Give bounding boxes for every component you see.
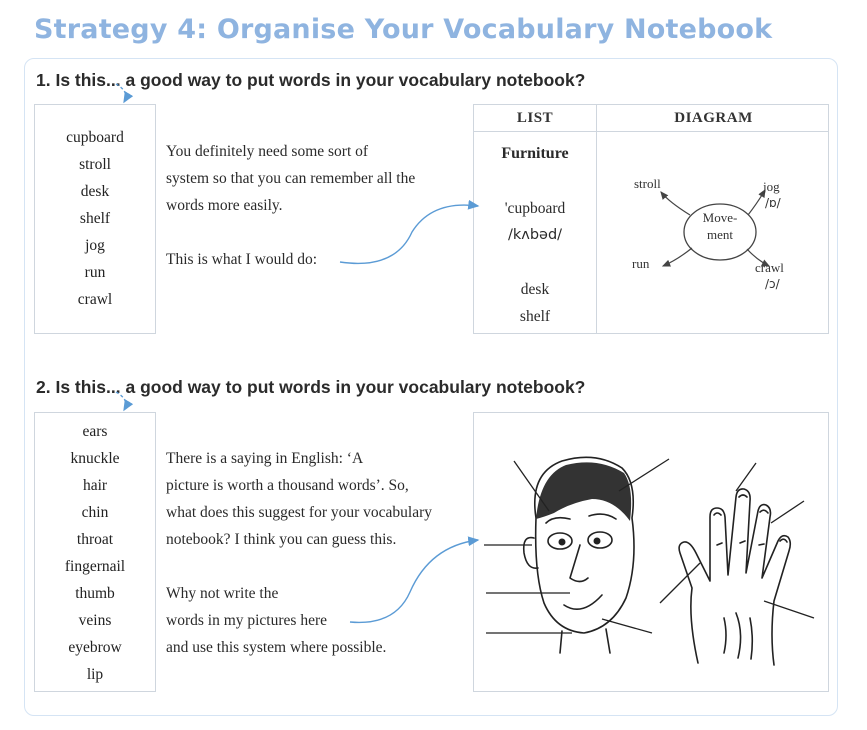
word-item: crawl xyxy=(77,291,113,308)
connector-arrow-1 xyxy=(340,205,478,263)
dotted-curl-arrow-2 xyxy=(116,392,126,410)
word-item: eyebrow xyxy=(68,639,122,656)
list-word-shelf: shelf xyxy=(519,308,551,325)
word-item: lip xyxy=(86,666,104,683)
word-item: jog xyxy=(85,237,105,254)
word-item: cupboard xyxy=(66,129,124,146)
diagram-header: DIAGRAM xyxy=(674,110,753,126)
text-line: words more easily. xyxy=(166,197,283,214)
page-title: Strategy 4: Organise Your Vocabulary Notebook xyxy=(34,14,773,45)
word-item: chin xyxy=(81,504,109,521)
diagram-jog: jog xyxy=(763,179,780,194)
word-item: hair xyxy=(82,477,108,494)
text-line: Why not write the xyxy=(166,585,279,602)
list-header: LIST xyxy=(516,110,554,126)
text-line: There is a saying in English: ‘A xyxy=(166,450,364,467)
list-pronunciation: /kʌbəd/ xyxy=(507,227,563,243)
word-item: desk xyxy=(80,183,110,200)
diagram-crawl: crawl xyxy=(755,260,784,275)
text-line: words in my pictures here xyxy=(166,612,327,629)
word-item: veins xyxy=(78,612,112,629)
question-2: 2. Is this... a good way to put words in your vocabulary notebook? xyxy=(36,377,586,397)
dotted-curl-arrow-1 xyxy=(116,84,126,102)
word-item: shelf xyxy=(79,210,111,227)
text-line: and use this system where possible. xyxy=(166,639,387,656)
list-word: 'cupboard xyxy=(504,200,566,217)
text-line: system so that you can remember all the xyxy=(166,170,416,187)
text-line: picture is worth a thousand words’. So, xyxy=(166,477,409,494)
word-item: ears xyxy=(82,423,108,440)
text-line: notebook? I think you can guess this. xyxy=(166,531,397,548)
explanation-paragraph-2: This is what I would do: xyxy=(166,251,318,268)
diagram-centre-line: ment xyxy=(707,227,733,242)
word-item: run xyxy=(84,264,106,281)
word-item: fingernail xyxy=(64,558,126,575)
word-item: knuckle xyxy=(70,450,120,467)
word-item: throat xyxy=(76,531,114,548)
diagram-stroll: stroll xyxy=(634,176,661,191)
diagram-run: run xyxy=(632,256,650,271)
question-1: 1. Is this... a good way to put words in your vocabulary notebook? xyxy=(36,70,586,90)
diagram-centre-line: Move- xyxy=(702,210,738,225)
connector-arrow-2 xyxy=(350,540,478,622)
text-line: what does this suggest for your vocabulary xyxy=(166,504,433,521)
list-category: Furniture xyxy=(501,145,569,162)
word-item: stroll xyxy=(79,156,111,173)
word-item: thumb xyxy=(75,585,115,602)
diagram-crawl-pron: /ɔ/ xyxy=(765,277,780,291)
list-word-desk: desk xyxy=(520,281,550,298)
text-line: You definitely need some sort of xyxy=(166,143,369,160)
diagram-jog-pron: /ɒ/ xyxy=(765,196,781,210)
